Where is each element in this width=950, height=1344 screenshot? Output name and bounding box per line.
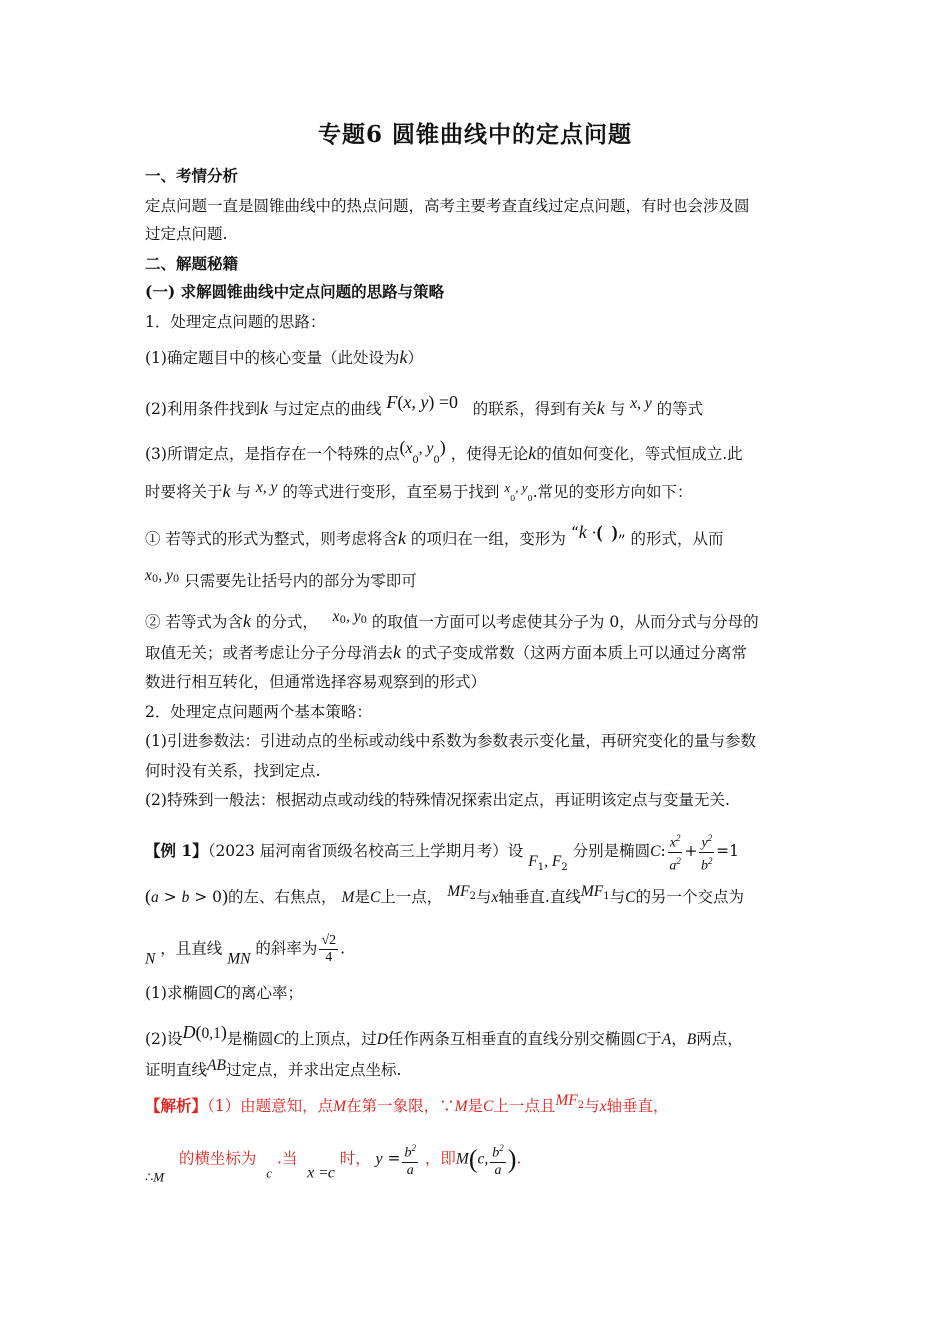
question-2-cont: 证明直线AB过定点，并求出定点坐标.	[145, 1057, 402, 1079]
item-3: (3)所谓定点，是指存在一个特殊的点($x_0$, $y_0$) ，使得无论k的值如何变化，等式恒成立.此	[145, 437, 743, 467]
case-2: ② 若等式为含k 的分式， $x^0$, $y^0$ 的取值一方面可以考虑使其分子为 0，从而分式与分母的	[145, 608, 759, 631]
item-heading: 2．处理定点问题两个基本策略：	[145, 703, 372, 721]
item-heading: 1．处理定点问题的思路：	[145, 313, 326, 331]
subsection-heading: (一) 求解圆锥曲线中定点问题的思路与策略	[145, 282, 445, 301]
example-1: 【例 1】（2023 届河南省顶级名校高三上学期月考）设 $F_1$, $F_2$ 分别是椭圆C: $\frac{x^2}{a^2}$ + $\frac{y^2}{b^2}$ =1	[145, 830, 739, 878]
paragraph: 定点问题一直是圆锥曲线中的热点问题，高考主要考查直线过定点问题，有时也会涉及圆	[145, 197, 750, 215]
question-2: (2)设D(0,1)是椭圆C的上顶点，过D任作两条互相垂直的直线分别交椭圆C于A，B两点，	[145, 1022, 743, 1048]
case-2-cont: 数进行相互转化，但通常选择容易观察到的形式）	[145, 673, 487, 691]
solution: 【解析】（1）由题意知，点M在第一象限，∵M是C上一点且$MF^2$与x轴垂直，	[145, 1092, 669, 1115]
strategy-2: (2)特殊到一般法：根据动点或动线的特殊情况探索出定点，再证明该定点与变量无关.	[145, 791, 730, 809]
item-2: (2)利用条件找到k 与过定点的曲线 F(x, y) =0 的联系，得到有关k 与 x, y 的等式	[145, 392, 704, 418]
section-2-heading: 二、解题秘籍	[145, 254, 239, 273]
case-1-cont: $x^0$, $y^0$ 只需要先让括号内的部分为零即可	[145, 567, 417, 590]
example-1-cont: N ，且直线 MN 的斜率为 $\frac{√2}{4}$ .	[145, 933, 346, 968]
paragraph: 过定点问题.	[145, 225, 228, 243]
solution-cont: $_{\therefore M}$ 的横坐标为 $_c$ .当 x =c 时， y = $\frac{b^2}{a}$ ，即M(c, $\frac{b^2}{a}$ ).	[145, 1140, 521, 1188]
section-1-heading: 一、考情分析	[145, 166, 239, 185]
strategy-1-cont: 何时没有关系，找到定点.	[145, 762, 321, 780]
case-1: ① 若等式的形式为整式，则考虑将含k 的项归在一组，变形为 “k ·( )” 的形式，从而	[145, 522, 724, 550]
doc-title: 专题6 圆锥曲线中的定点问题	[317, 121, 632, 148]
strategy-1: (1)引进参数法：引进动点的坐标或动线中系数为参数表示变化量，再研究变化的量与参数	[145, 732, 756, 750]
case-2-cont: 取值无关；或者考虑让分子分母消去k 的式子变成常数（这两方面本质上可以通过分离常	[145, 642, 747, 662]
item-1: (1)确定题目中的核心变量（此处设为k）	[145, 347, 423, 367]
item-3-cont: 时要将关于k 与 x, y 的等式进行变形，直至易于找到 $^x_0^{, y}_0$.常见的变形方向如下：	[145, 479, 693, 504]
example-1-cont: (a > b > 0)的左、右焦点， M是C上一点， $MF^2$与x轴垂直.直线$MF^1$与C的另一个交点为	[145, 883, 744, 906]
question-1: (1)求椭圆C的离心率；	[145, 982, 303, 1002]
